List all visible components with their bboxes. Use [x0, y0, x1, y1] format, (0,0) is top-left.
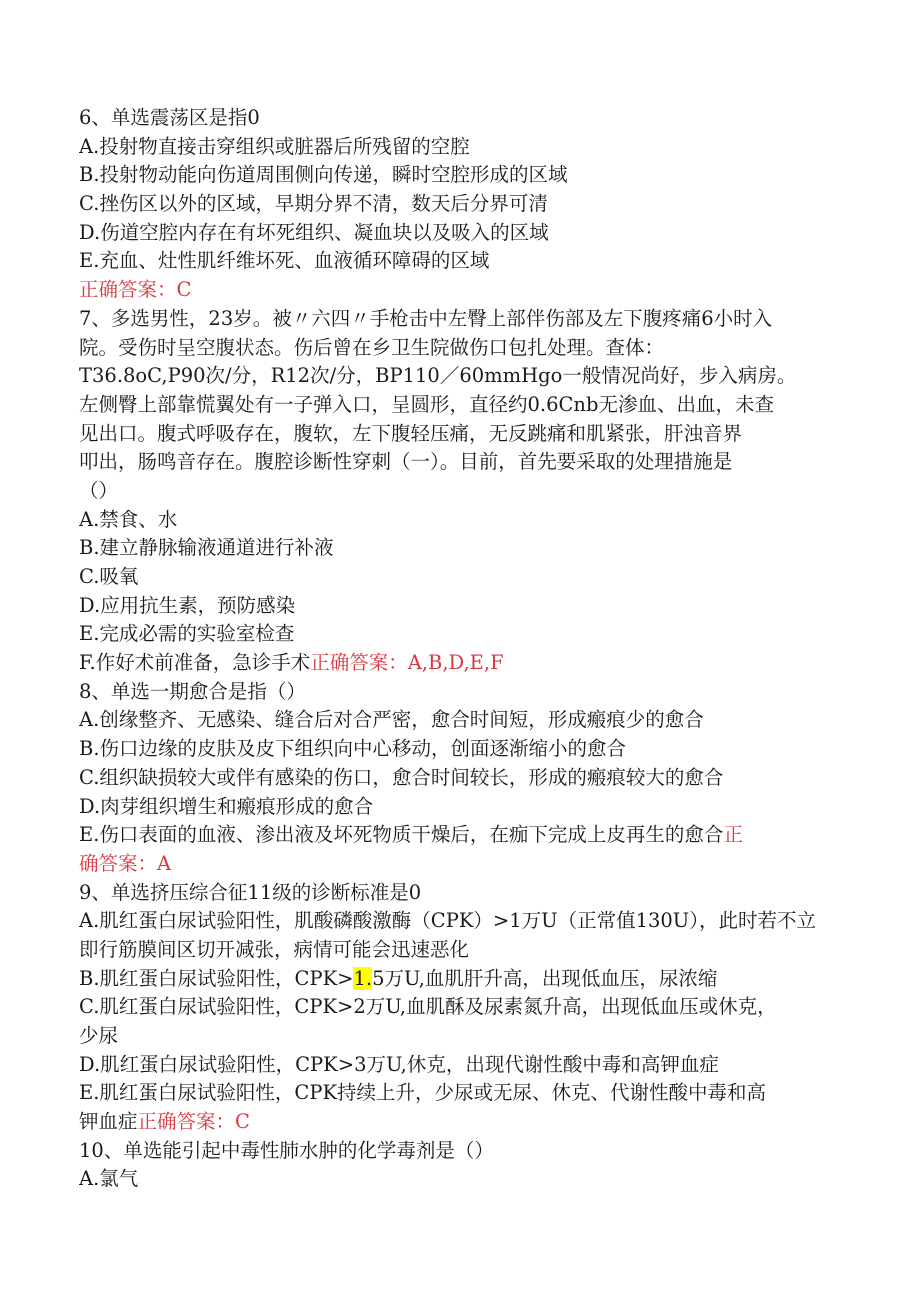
line-text: 7、多选男性，23岁。被〃六四〃手枪击中左臀上部伴伤部及左下腹疼痛6小时入 — [79, 306, 773, 330]
line-text: E.伤口表面的血液、渗出液及坏死物质干燥后，在痂下完成上皮再生的愈合 — [79, 823, 724, 847]
text-line — [79, 764, 839, 793]
line-text: E.完成必需的实验室检查 — [79, 622, 295, 646]
line-text: D.肌红蛋白尿试验阳性，CPK>3万U,休克，出现代谢性酸中毒和高钾血症 — [79, 1052, 719, 1076]
text-line — [79, 1051, 839, 1080]
text-line — [79, 334, 839, 363]
line-text: （） — [79, 478, 119, 502]
line-text: 少尿 — [79, 1024, 119, 1047]
highlighted-text: 1. — [353, 966, 373, 990]
line-text: B.投射物动能向伤道周围侧向传递，瞬时空腔形成的区域 — [79, 163, 568, 187]
text-line — [79, 821, 839, 850]
answer-label: 确答案：A — [79, 851, 172, 875]
line-text: E.肌红蛋白尿试验阳性，CPK持续上升，少尿或无尿、休克、代谢性酸中毒和高 — [79, 1081, 767, 1105]
text-line — [79, 649, 839, 678]
line-text: A.氯气 — [79, 1167, 139, 1191]
text-line — [79, 219, 839, 248]
question-text-body — [79, 104, 839, 1194]
text-line — [79, 993, 839, 1022]
line-text: 叩出，肠鸣音存在。腹腔诊断性穿刺（一）。目前，首先要采取的处理措施是 — [79, 450, 733, 474]
text-line — [79, 620, 839, 649]
line-text: A.禁食、水 — [79, 507, 178, 531]
line-text: T36.8oC,P90次/分，R12次/分，BP110／60mmHgo一般情况尚好，步入病房。 — [79, 364, 797, 388]
text-line — [79, 1108, 839, 1137]
line-text: A.投射物直接击穿组织或脏器后所残留的空腔 — [79, 134, 470, 158]
answer-label: 正确答案：C — [79, 278, 192, 302]
line-text: C.吸氧 — [79, 565, 139, 588]
text-line — [79, 1165, 839, 1194]
line-text: 钾血症 — [79, 1110, 138, 1134]
line-text: 院。受伤时呈空腹状态。伤后曾在乡卫生院做伤口包扎处理。查体： — [79, 335, 665, 359]
text-line — [79, 907, 839, 936]
text-line — [79, 936, 839, 965]
text-line — [79, 965, 839, 994]
text-line — [79, 104, 839, 133]
line-text: E.充血、灶性肌纤维坏死、血液循环障碍的区域 — [79, 249, 490, 273]
text-line — [79, 190, 839, 219]
answer-label: 正确答案：C — [137, 1110, 250, 1134]
line-text: B.肌红蛋白尿试验阳性，CPK> — [79, 966, 354, 990]
text-line — [79, 592, 839, 621]
answer-label: 正确答案：A,B,D,E,F — [310, 651, 504, 675]
line-text: D.伤道空腔内存在有坏死组织、凝血块以及吸入的区域 — [79, 220, 549, 244]
text-line — [79, 477, 839, 506]
line-text: C.组织缺损较大或伴有感染的伤口，愈合时间较长，形成的瘢痕较大的愈合 — [79, 765, 724, 789]
text-line — [79, 448, 839, 477]
line-text: F.作好术前准备，急诊手术 — [79, 651, 311, 675]
text-line — [79, 850, 839, 879]
text-line — [79, 1079, 839, 1108]
line-text: 见出口。腹式呼吸存在，腹软，左下腹轻压痛，无反跳痛和肌紧张，肝浊音界 — [79, 421, 743, 445]
text-line — [79, 1137, 839, 1166]
text-line — [79, 563, 839, 592]
line-text: 10、单选能引起中毒性肺水肿的化学毒剂是（） — [79, 1138, 494, 1162]
text-line — [79, 1022, 839, 1051]
text-line — [79, 706, 839, 735]
text-line — [79, 678, 839, 707]
text-line — [79, 362, 839, 391]
line-text: D.应用抗生素，预防感染 — [79, 593, 296, 617]
answer-label: 正 — [723, 823, 743, 847]
text-line — [79, 534, 839, 563]
text-line — [79, 735, 839, 764]
line-text: B.建立静脉输液通道进行补液 — [79, 536, 334, 560]
text-line — [79, 420, 839, 449]
text-line — [79, 391, 839, 420]
line-text: 5万U,血肌肝升高，出现低血压，尿浓缩 — [372, 966, 718, 990]
line-text: 6、单选震荡区是指0 — [79, 106, 260, 129]
text-line — [79, 247, 839, 276]
line-text: B.伤口边缘的皮肤及皮下组织向中心移动，创面逐渐缩小的愈合 — [79, 737, 627, 761]
line-text: A.创缘整齐、无感染、缝合后对合严密，愈合时间短，形成瘢痕少的愈合 — [79, 708, 704, 732]
line-text: 8、单选一期愈合是指（） — [79, 679, 306, 703]
line-text: 9、单选挤压综合征11级的诊断标准是0 — [79, 880, 422, 904]
line-text: A.肌红蛋白尿试验阳性，肌酸磷酸激酶（CPK）>1万U（正常值130U），此时若不立 — [79, 909, 816, 933]
text-line — [79, 793, 839, 822]
line-text: C.肌红蛋白尿试验阳性，CPK>2万U,血肌酥及尿素氮升高，出现低血压或休克， — [79, 995, 777, 1019]
text-line — [79, 133, 839, 162]
text-line — [79, 879, 839, 908]
line-text: D.肉芽组织增生和瘢痕形成的愈合 — [79, 794, 374, 818]
line-text: 左侧臀上部靠慌翼处有一子弹入口，呈圆形，直径约0.6Cnb无渗血、出血，未查 — [79, 392, 774, 416]
text-line — [79, 506, 839, 535]
text-line — [79, 305, 839, 334]
line-text: 即行筋膜间区切开减张，病情可能会迅速恶化 — [79, 937, 470, 961]
text-line — [79, 161, 839, 190]
text-line — [79, 276, 839, 305]
line-text: C.挫伤区以外的区域，早期分界不清，数天后分界可清 — [79, 192, 548, 216]
